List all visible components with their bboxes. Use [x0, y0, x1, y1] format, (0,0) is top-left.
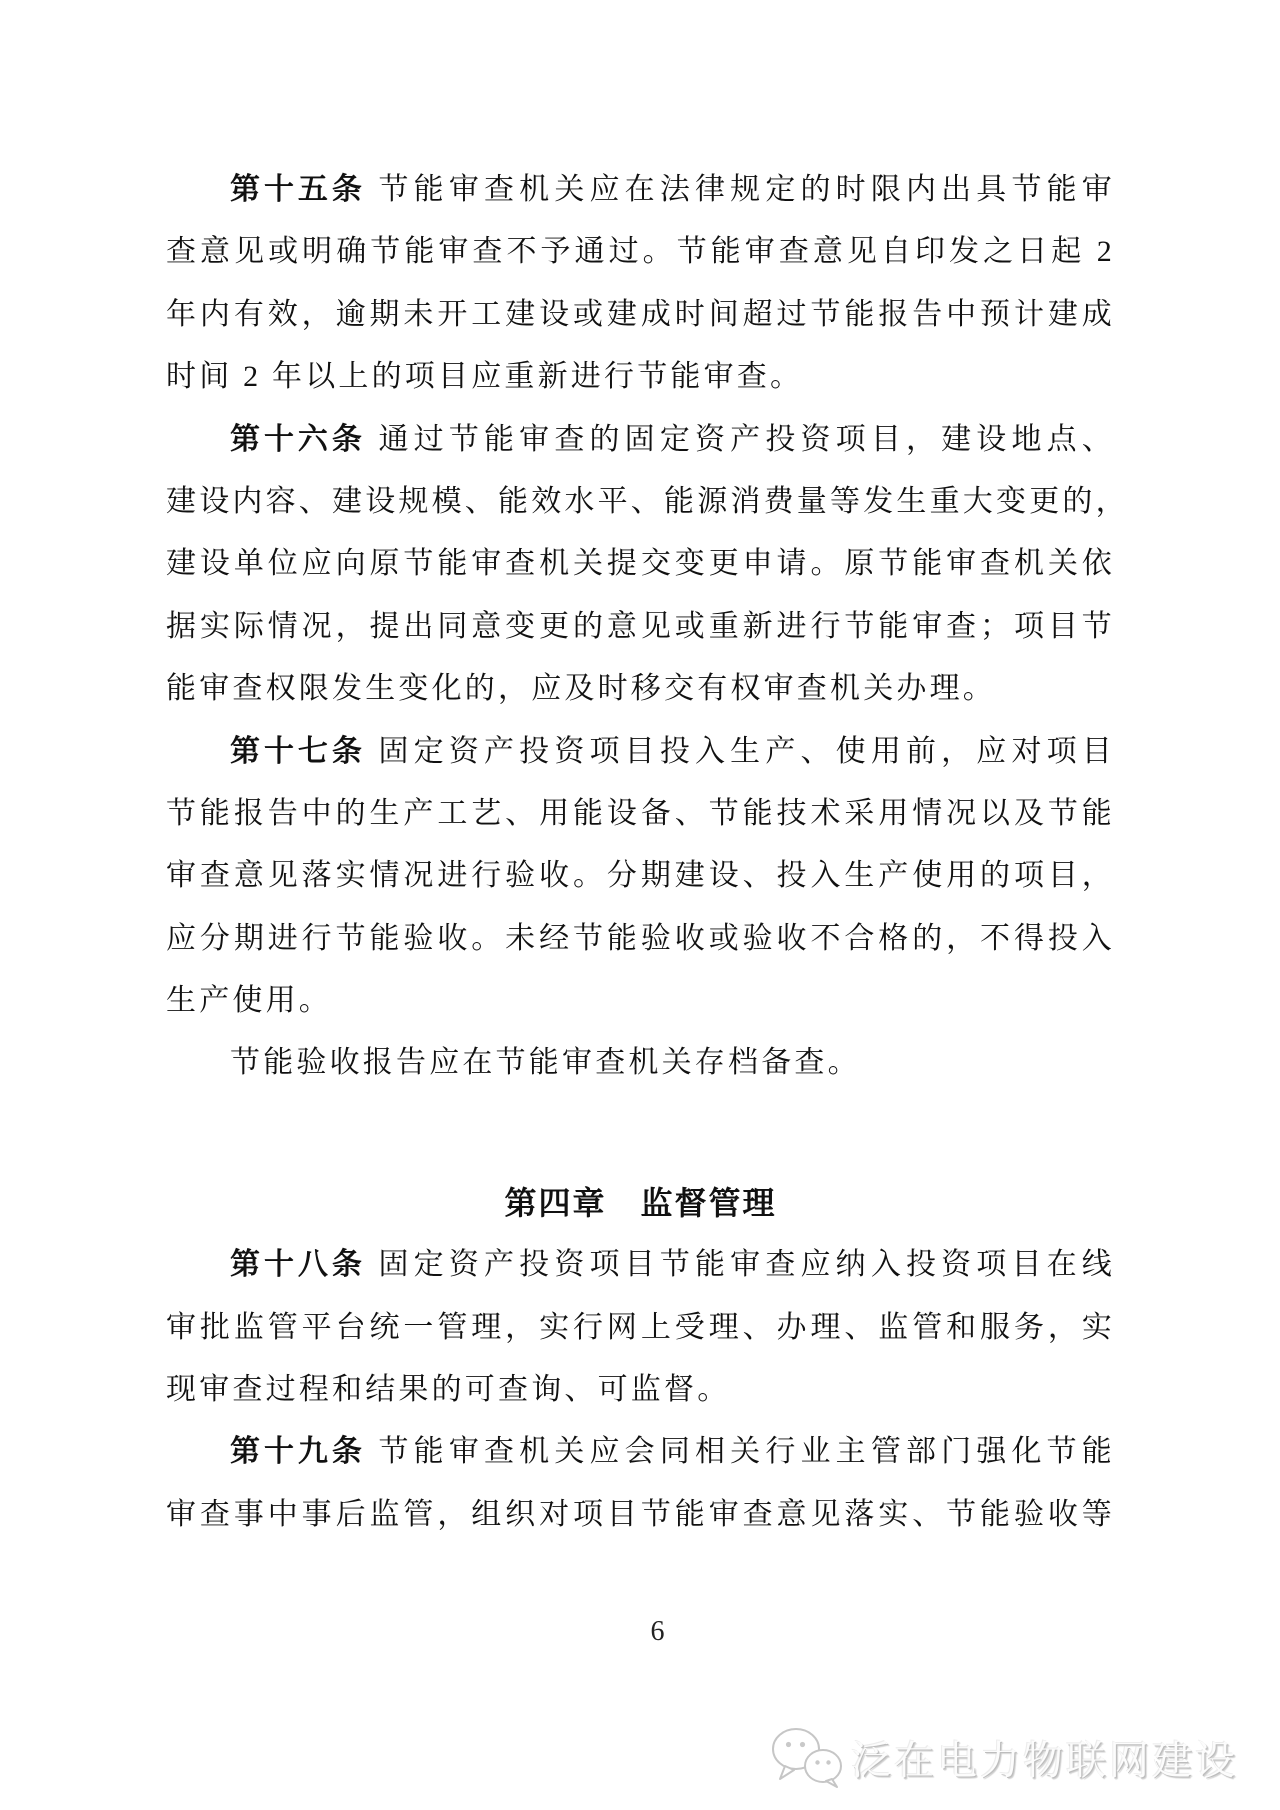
doc-line [166, 409, 1115, 471]
doc-line: 审查意见落实情况进行验收。分期建设、投入生产使用的项目， [166, 859, 1115, 893]
doc-line-text: 固定资产投资项目投入生产、使用前，应对项目 [365, 734, 1115, 768]
doc-line-text: 节能审查机关应会同相关行业主管部门强化节能 [365, 1435, 1115, 1469]
doc-line: 审查事中事后监管，组织对项目节能审查意见落实、节能验收等 [166, 1497, 1115, 1531]
footer-watermark [769, 1726, 1238, 1788]
article-number: 第十六条 [230, 422, 366, 456]
paragraph-article-15 [166, 159, 1115, 409]
chapter-heading: 第四章 监督管理 [504, 1184, 777, 1221]
paragraph-article-16 [166, 409, 1129, 721]
doc-line: 节能报告中的生产工艺、用能设备、节能技术采用情况以及节能 [166, 796, 1115, 830]
document-body [166, 159, 1129, 1546]
doc-line: 能审查权限发生变化的，应及时移交有权审查机关办理。 [166, 672, 996, 706]
article-number: 第十五条 [230, 173, 366, 206]
doc-line: 节能验收报告应在节能审查机关存档备查。 [230, 1046, 861, 1080]
doc-line [166, 159, 1115, 221]
doc-line: 生产使用。 [166, 984, 332, 1018]
footer-brand-text: 泛在电力物联网建设 [851, 1738, 1238, 1783]
doc-line: 建设内容、建设规模、能效水平、能源消费量等发生重大变更的， [166, 484, 1129, 518]
paragraph-article-18 [166, 1234, 1115, 1421]
doc-line-text: 固定资产投资项目节能审查应纳入投资项目在线 [365, 1248, 1115, 1282]
doc-line-text: 通过节能审查的固定资产投资项目，建设地点、 [365, 422, 1115, 456]
paragraph-article-17 [166, 721, 1115, 1033]
doc-line [166, 1421, 1115, 1483]
doc-line-text: 节能审查机关应在法律规定的时限内出具节能审 [365, 173, 1115, 206]
doc-line [166, 721, 1115, 783]
doc-line: 查意见或明确节能审查不予通过。节能审查意见自印发之日起 2 [166, 235, 1115, 269]
paragraph-article-19 [166, 1421, 1115, 1546]
article-number: 第十七条 [230, 734, 366, 768]
doc-line: 应分期进行节能验收。未经节能验收或验收不合格的，不得投入 [166, 921, 1115, 955]
doc-line: 年内有效，逾期未开工建设或建成时间超过节能报告中预计建成 [166, 297, 1115, 331]
doc-line: 现审查过程和结果的可查询、可监督。 [166, 1373, 731, 1407]
doc-line [166, 1234, 1115, 1296]
doc-line: 审批监管平台统一管理，实行网上受理、办理、监管和服务，实 [166, 1310, 1115, 1344]
wechat-icon [769, 1726, 845, 1788]
article-number: 第十九条 [230, 1435, 366, 1469]
article-number: 第十八条 [230, 1248, 366, 1282]
page-number: 6 [650, 1616, 665, 1647]
paragraph-archive-note [166, 1032, 1115, 1094]
doc-line: 建设单位应向原节能审查机关提交变更申请。原节能审查机关依 [166, 547, 1115, 581]
doc-line: 据实际情况，提出同意变更的意见或重新进行节能审查；项目节 [166, 609, 1115, 643]
doc-line: 时间 2 年以上的项目应重新进行节能审查。 [166, 360, 804, 394]
